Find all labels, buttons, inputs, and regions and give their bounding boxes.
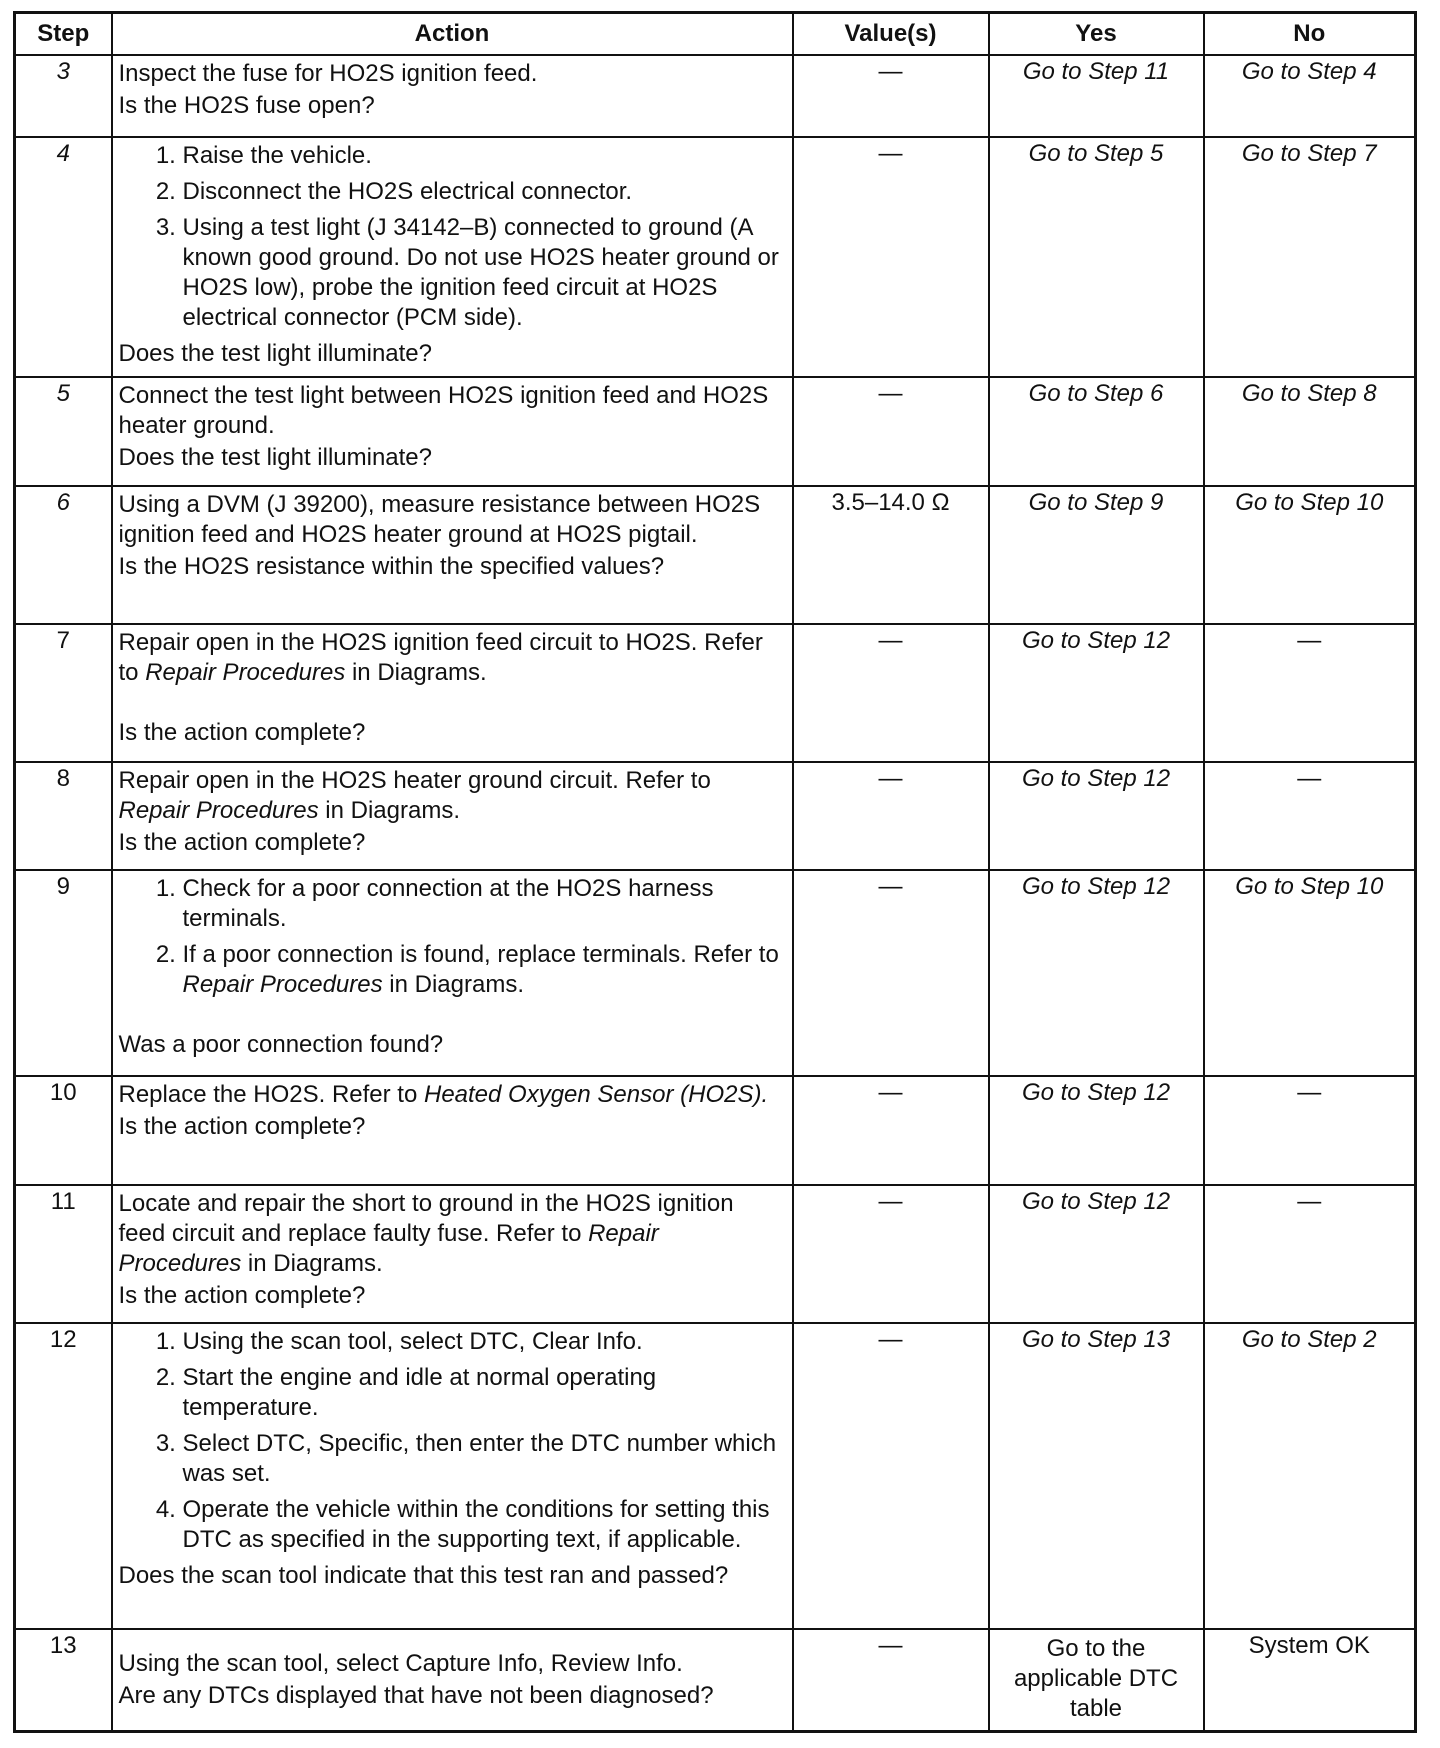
yes-cell xyxy=(989,1076,1204,1184)
action-list xyxy=(119,874,786,1000)
value-cell: — xyxy=(793,1076,989,1184)
action-text: Using the scan tool, select Capture Info, Review Info. xyxy=(118,1650,683,1678)
action-reference: Repair Procedures xyxy=(118,1219,659,1277)
action-cell xyxy=(112,1629,793,1731)
step-number: 13 xyxy=(15,1629,112,1731)
action-question: Is the action complete? xyxy=(118,829,366,857)
table-row xyxy=(15,762,1416,870)
yes-cell xyxy=(989,870,1204,1076)
header-values: Value(s) xyxy=(793,13,989,56)
action-question: Is the HO2S resistance within the specified values? xyxy=(118,552,665,580)
no-cell xyxy=(1204,377,1416,485)
table-row xyxy=(15,1185,1416,1323)
step-number: 12 xyxy=(15,1323,112,1629)
header-no: No xyxy=(1204,13,1416,56)
value-cell: 3.5–14.0 Ω xyxy=(793,486,989,624)
no-link: — xyxy=(1297,1187,1322,1215)
action-text: Connect the test light between HO2S ignition feed and HO2S heater ground. xyxy=(118,382,769,440)
yes-cell xyxy=(989,486,1204,624)
yes-link[interactable]: Go to Step 12 xyxy=(1021,626,1171,654)
action-list-item: 1. Check for a poor connection at the HO2S harness terminals. xyxy=(183,874,786,934)
yes-link[interactable]: Go to Step 13 xyxy=(1021,1325,1171,1353)
step-number: 6 xyxy=(15,486,112,624)
action-reference: Heated Oxygen Sensor (HO2S). xyxy=(423,1081,769,1109)
action-text-part: Repair open in the HO2S heater ground circuit. Refer to xyxy=(118,767,711,795)
yes-cell xyxy=(989,624,1204,762)
action-text: Inspect the fuse for HO2S ignition feed. xyxy=(118,60,538,87)
no-link[interactable]: Go to Step 7 xyxy=(1241,140,1377,168)
action-text-part: in Diagrams. xyxy=(318,797,460,825)
yes-cell xyxy=(989,377,1204,485)
action-cell xyxy=(112,762,793,870)
no-cell xyxy=(1204,137,1416,377)
no-cell xyxy=(1204,486,1416,624)
action-question: Is the HO2S fuse open? xyxy=(118,92,375,119)
action-question: Does the test light illuminate? xyxy=(118,444,432,472)
step-number: 3 xyxy=(15,55,112,137)
action-text-part: in Diagrams. xyxy=(345,658,487,686)
action-question: Is the action complete? xyxy=(118,1113,366,1141)
table-row xyxy=(15,377,1416,485)
yes-link[interactable]: Go to Step 11 xyxy=(1022,58,1170,85)
action-question: Are any DTCs displayed that have not been diagnosed? xyxy=(118,1682,714,1710)
yes-cell xyxy=(989,137,1204,377)
action-cell xyxy=(112,1076,793,1184)
action-text-part: Locate and repair the short to ground in the HO2S ignition feed circuit and replace faulty fuse. Refer to xyxy=(118,1189,734,1247)
action-list-item: 3. Select DTC, Specific, then enter the DTC number which was set. xyxy=(183,1429,786,1489)
no-link: — xyxy=(1297,626,1322,654)
action-text-part: Replace the HO2S. Refer to xyxy=(118,1081,424,1109)
value-cell: — xyxy=(793,377,989,485)
action-cell xyxy=(112,486,793,624)
no-cell xyxy=(1204,1323,1416,1629)
action-text-part: If a poor connection is found, replace terminals. Refer to xyxy=(182,941,779,969)
no-cell xyxy=(1204,1629,1416,1731)
value-cell: — xyxy=(793,762,989,870)
step-number: 5 xyxy=(15,377,112,485)
action-text-part: in Diagrams. xyxy=(241,1249,383,1277)
action-question: Is the action complete? xyxy=(118,1281,366,1309)
action-cell xyxy=(112,377,793,485)
value-cell: — xyxy=(793,137,989,377)
value-cell: — xyxy=(793,624,989,762)
step-number: 7 xyxy=(15,624,112,762)
action-text xyxy=(119,1189,786,1279)
table-row xyxy=(15,55,1416,137)
action-cell xyxy=(112,870,793,1076)
yes-cell xyxy=(989,1185,1204,1323)
action-list xyxy=(119,1327,786,1555)
no-link: — xyxy=(1297,765,1322,793)
step-number: 11 xyxy=(15,1185,112,1323)
no-cell xyxy=(1204,1185,1416,1323)
action-list-item: 1. Raise the vehicle. xyxy=(183,141,786,171)
action-list-item: 4. Operate the vehicle within the conditions for setting this DTC as specified in the supporting text, if applicable. xyxy=(183,1495,786,1555)
no-result: System OK xyxy=(1248,1632,1370,1660)
header-step: Step xyxy=(15,13,112,56)
no-cell xyxy=(1204,55,1416,137)
action-question: Does the scan tool indicate that this test ran and passed? xyxy=(118,1561,729,1589)
action-question: Does the test light illuminate? xyxy=(118,340,432,368)
no-link[interactable]: Go to Step 8 xyxy=(1241,380,1377,408)
header-row xyxy=(15,13,1416,56)
no-cell xyxy=(1204,624,1416,762)
action-list-item: 1. Using the scan tool, select DTC, Clear Info. xyxy=(183,1327,786,1357)
action-reference: Repair Procedures xyxy=(145,658,346,686)
action-reference: Repair Procedures xyxy=(118,797,319,825)
action-list-item: 2. Start the engine and idle at normal operating temperature. xyxy=(183,1363,786,1423)
no-link[interactable]: Go to Step 10 xyxy=(1235,873,1384,901)
value-cell: — xyxy=(793,1185,989,1323)
table-row xyxy=(15,486,1416,624)
yes-link[interactable]: Go to Step 6 xyxy=(1028,380,1164,408)
yes-link[interactable]: Go to Step 12 xyxy=(1021,765,1171,793)
step-number: 8 xyxy=(15,762,112,870)
value-cell: — xyxy=(793,55,989,137)
yes-cell xyxy=(989,1629,1204,1731)
yes-link[interactable]: Go to Step 9 xyxy=(1028,488,1164,516)
yes-cell xyxy=(989,1323,1204,1629)
step-number: 4 xyxy=(15,137,112,377)
table-row xyxy=(15,624,1416,762)
table-row xyxy=(15,1076,1416,1184)
action-cell xyxy=(112,1185,793,1323)
no-link[interactable]: Go to Step 4 xyxy=(1241,58,1377,85)
table-row xyxy=(15,1629,1416,1731)
yes-link[interactable]: Go to the applicable DTC table xyxy=(1013,1634,1179,1722)
action-cell xyxy=(112,55,793,137)
yes-link[interactable]: Go to Step 12 xyxy=(1021,1079,1171,1107)
diagnostic-table xyxy=(13,11,1417,1733)
no-link: — xyxy=(1297,1079,1322,1107)
no-link[interactable]: Go to Step 2 xyxy=(1241,1325,1377,1353)
action-cell xyxy=(112,624,793,762)
action-list-item xyxy=(183,940,786,1000)
table-row xyxy=(15,137,1416,377)
action-cell xyxy=(112,1323,793,1629)
no-cell xyxy=(1204,870,1416,1076)
action-text xyxy=(119,628,786,688)
action-list-item: 2. Disconnect the HO2S electrical connector. xyxy=(183,177,786,207)
action-text xyxy=(119,766,786,826)
action-text xyxy=(119,1080,786,1110)
action-list xyxy=(119,141,786,333)
table-row xyxy=(15,1323,1416,1629)
action-reference: Repair Procedures xyxy=(182,971,383,999)
yes-cell xyxy=(989,55,1204,137)
no-cell xyxy=(1204,1076,1416,1184)
action-question: Is the action complete? xyxy=(118,718,366,746)
value-cell: — xyxy=(793,870,989,1076)
action-text-part: in Diagrams. xyxy=(382,971,524,999)
yes-link[interactable]: Go to Step 5 xyxy=(1028,140,1164,168)
action-question: Was a poor connection found? xyxy=(118,1031,444,1059)
step-number: 10 xyxy=(15,1076,112,1184)
yes-link[interactable]: Go to Step 12 xyxy=(1021,873,1171,901)
yes-link[interactable]: Go to Step 12 xyxy=(1021,1187,1171,1215)
step-number: 9 xyxy=(15,870,112,1076)
table-row xyxy=(15,870,1416,1076)
header-yes: Yes xyxy=(989,13,1204,56)
value-cell: — xyxy=(793,1323,989,1629)
no-link[interactable]: Go to Step 10 xyxy=(1235,488,1384,516)
action-text-part: Repair open in the HO2S ignition feed circuit to HO2S. Refer to xyxy=(118,628,763,686)
header-action: Action xyxy=(112,13,793,56)
value-cell: — xyxy=(793,1629,989,1731)
yes-cell xyxy=(989,762,1204,870)
no-cell xyxy=(1204,762,1416,870)
action-list-item: 3. Using a test light (J 34142–B) connected to ground (A known good ground. Do not use HO2S heater ground or HO2S low), probe the ignition feed circuit at HO2S electrical connector (PCM side). xyxy=(183,213,786,333)
action-text: Using a DVM (J 39200), measure resistance between HO2S ignition feed and HO2S heater ground at HO2S pigtail. xyxy=(118,490,761,548)
action-cell xyxy=(112,137,793,377)
